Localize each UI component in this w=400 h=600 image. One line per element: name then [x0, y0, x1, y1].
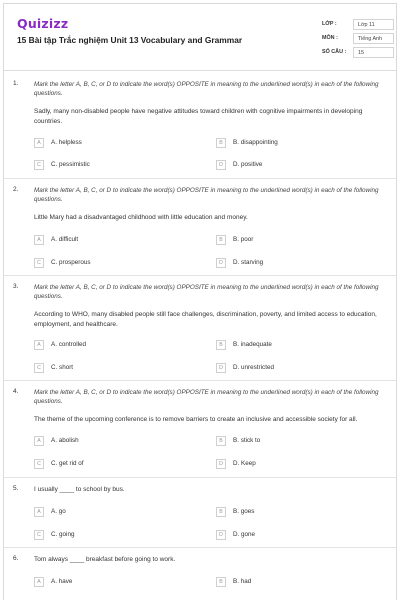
option-text: B. disappointing — [233, 139, 278, 146]
option-text: B. poor — [233, 236, 254, 243]
option-letter-box: A — [34, 340, 44, 350]
question-text: I usually ____ to school by bus. — [34, 486, 125, 493]
option-letter-box: A — [34, 507, 44, 517]
option-letter-box: D — [216, 160, 226, 170]
option-letter-box: C — [34, 258, 44, 268]
quizizz-logo: Quizizz — [17, 16, 69, 31]
option-letter-box: D — [216, 258, 226, 268]
question-text: Sadly, many non-disabled people have negative attitudes toward children with cognitive impairments in developing countries. — [34, 108, 363, 125]
option-letter-box: D — [216, 363, 226, 373]
option-text: C. pessimistic — [51, 161, 90, 168]
page-title: 15 Bài tập Trắc nghiệm Unit 13 Vocabulary and Grammar — [17, 35, 243, 45]
option-letter-box: B — [216, 235, 226, 245]
question-text: According to WHO, many disabled people still face challenges, discrimination, poverty, and limited access to education, employment, and healthcare. — [34, 311, 377, 328]
question-divider — [4, 275, 396, 276]
worksheet-header — [4, 4, 396, 71]
option-text: A. have — [51, 578, 73, 585]
question-number: 4. — [13, 388, 19, 395]
meta-class-value: Lớp 11 — [353, 19, 394, 30]
option-letter-box: C — [34, 459, 44, 469]
option-letter-box: D — [216, 459, 226, 469]
option-letter-box: C — [34, 160, 44, 170]
question-instruction: Mark the letter A, B, C, or D to indicate the word(s) OPPOSITE in meaning to the underlined word(s) in each of the following questions. — [34, 284, 379, 300]
option-letter-box: A — [34, 235, 44, 245]
option-text: B. had — [233, 578, 252, 585]
question-number: 5. — [13, 485, 19, 492]
question-instruction: Mark the letter A, B, C, or D to indicate the word(s) OPPOSITE in meaning to the underlined word(s) in each of the following questions. — [34, 389, 379, 405]
question-text: Little Mary had a disadvantaged childhood with little education and money. — [34, 214, 248, 221]
meta-subject-value: Tiếng Anh — [353, 33, 394, 44]
worksheet-page — [3, 3, 397, 600]
meta-class-label: LỚP : — [322, 21, 337, 27]
option-text: D. unrestricted — [233, 364, 274, 371]
option-text: A. abolish — [51, 437, 79, 444]
question-text: The theme of the upcoming conference is to remove barriers to create an inclusive and accessible society for all. — [34, 416, 358, 423]
option-letter-box: B — [216, 436, 226, 446]
question-instruction: Mark the letter A, B, C, or D to indicate the word(s) OPPOSITE in meaning to the underlined word(s) in each of the following questions. — [34, 187, 379, 203]
option-letter-box: B — [216, 507, 226, 517]
option-text: A. go — [51, 508, 66, 515]
question-divider — [4, 477, 396, 478]
option-letter-box: B — [216, 138, 226, 148]
option-letter-box: B — [216, 340, 226, 350]
question-instruction: Mark the letter A, B, C, or D to indicate the word(s) OPPOSITE in meaning to the underlined word(s) in each of the following questions. — [34, 81, 379, 97]
question-number: 1. — [13, 80, 19, 87]
meta-count-label: SỐ CÂU : — [322, 49, 347, 55]
option-text: B. stick to — [233, 437, 261, 444]
option-text: A. difficult — [51, 236, 79, 243]
option-text: C. prosperous — [51, 259, 91, 266]
option-text: B. goes — [233, 508, 255, 515]
option-text: D. gone — [233, 531, 256, 538]
question-divider — [4, 380, 396, 381]
question-number: 6. — [13, 555, 19, 562]
option-text: C. going — [51, 531, 75, 538]
option-letter-box: A — [34, 436, 44, 446]
question-divider — [4, 178, 396, 179]
question-divider — [4, 547, 396, 548]
option-text: A. helpless — [51, 139, 82, 146]
option-text: A. controlled — [51, 341, 87, 348]
option-text: D. starving — [233, 259, 264, 266]
question-number: 2. — [13, 186, 19, 193]
meta-subject-label: MÔN : — [322, 35, 338, 41]
option-text: D. Keep — [233, 460, 256, 467]
question-number: 3. — [13, 283, 19, 290]
option-text: D. positive — [233, 161, 263, 168]
option-letter-box: A — [34, 577, 44, 587]
option-text: B. inadequate — [233, 341, 272, 348]
option-letter-box: D — [216, 530, 226, 540]
option-letter-box: A — [34, 138, 44, 148]
question-text: Tom always ____ breakfast before going to work. — [34, 556, 176, 563]
option-letter-box: B — [216, 577, 226, 587]
option-text: C. short — [51, 364, 74, 371]
meta-count-value: 15 — [353, 47, 394, 58]
option-letter-box: C — [34, 530, 44, 540]
option-letter-box: C — [34, 363, 44, 373]
option-text: C. get rid of — [51, 460, 84, 467]
